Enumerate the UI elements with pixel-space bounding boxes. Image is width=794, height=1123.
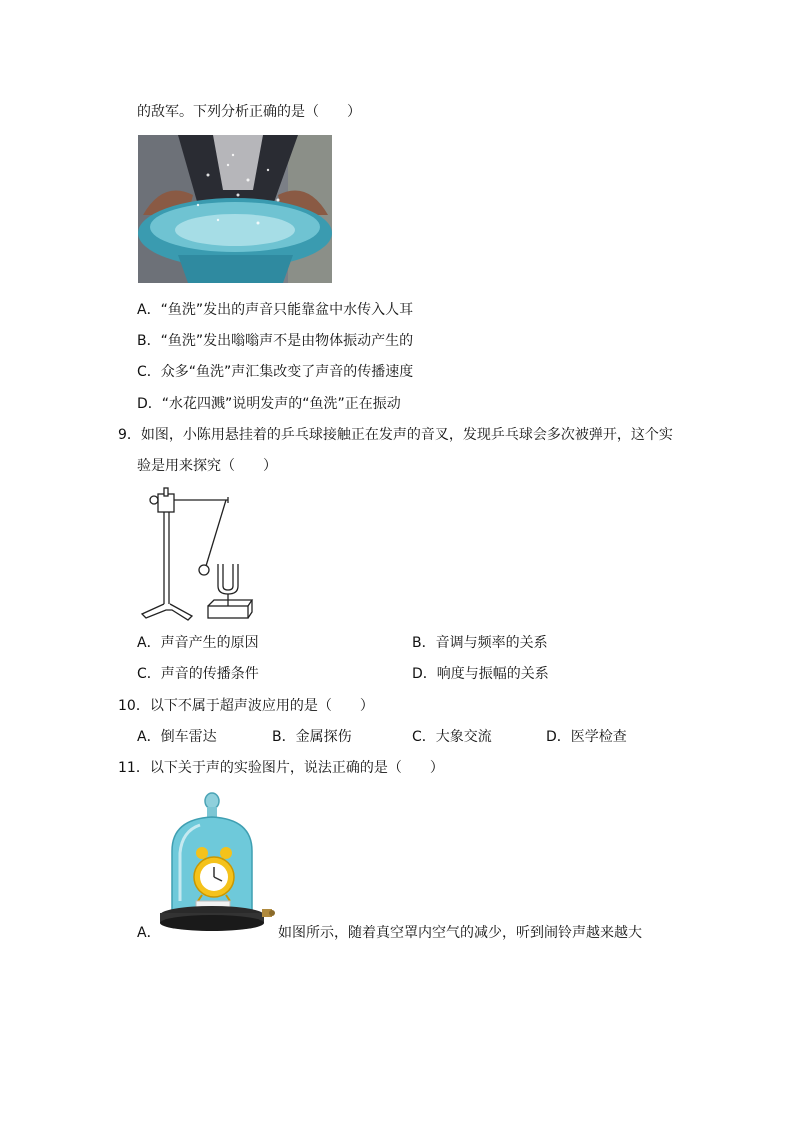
q8-option-c: C．众多“鱼洗”声汇集改变了声音的传播速度 <box>137 364 414 380</box>
q8-option-a: A．“鱼洗”发出的声音只能靠盆中水传入人耳 <box>137 302 414 318</box>
bell-jar-clock-photo <box>160 791 276 934</box>
q9-stem-line1: 9．如图，小陈用悬挂着的乒乓球接触正在发声的音叉，发现乒乓球会多次被弹开，这个实 <box>118 427 673 443</box>
fish-basin-photo <box>138 135 332 283</box>
q10-option-a: A．倒车雷达 <box>137 729 217 745</box>
q9-option-c: C．声音的传播条件 <box>137 666 259 682</box>
q9-stem-line2: 验是用来探究（ ） <box>137 458 277 474</box>
q8-option-b: B．“鱼洗”发出嗡嗡声不是由物体振动产生的 <box>137 333 414 349</box>
q9-option-b: B．音调与频率的关系 <box>412 635 548 651</box>
q9-option-a: A．声音产生的原因 <box>137 635 259 651</box>
q10-option-b: B．金属探伤 <box>272 729 352 745</box>
q10-option-d: D．医学检查 <box>546 729 627 745</box>
q11-option-a-text: 如图所示，随着真空罩内空气的减少，听到闹铃声越来越大 <box>278 925 642 941</box>
q11-option-a-label: A． <box>137 925 161 941</box>
q8-option-d: D．“水花四溅”说明发声的“鱼洗”正在振动 <box>137 396 401 412</box>
q10-option-c: C．大象交流 <box>412 729 492 745</box>
q10-stem: 10．以下不属于超声波应用的是（ ） <box>118 698 374 714</box>
tuning-fork-diagram <box>138 486 254 626</box>
q8-stem-tail: 的敌军。下列分析正确的是（ ） <box>137 104 361 120</box>
q9-option-d: D．响度与振幅的关系 <box>412 666 549 682</box>
q11-stem: 11．以下关于声的实验图片，说法正确的是（ ） <box>118 760 444 776</box>
